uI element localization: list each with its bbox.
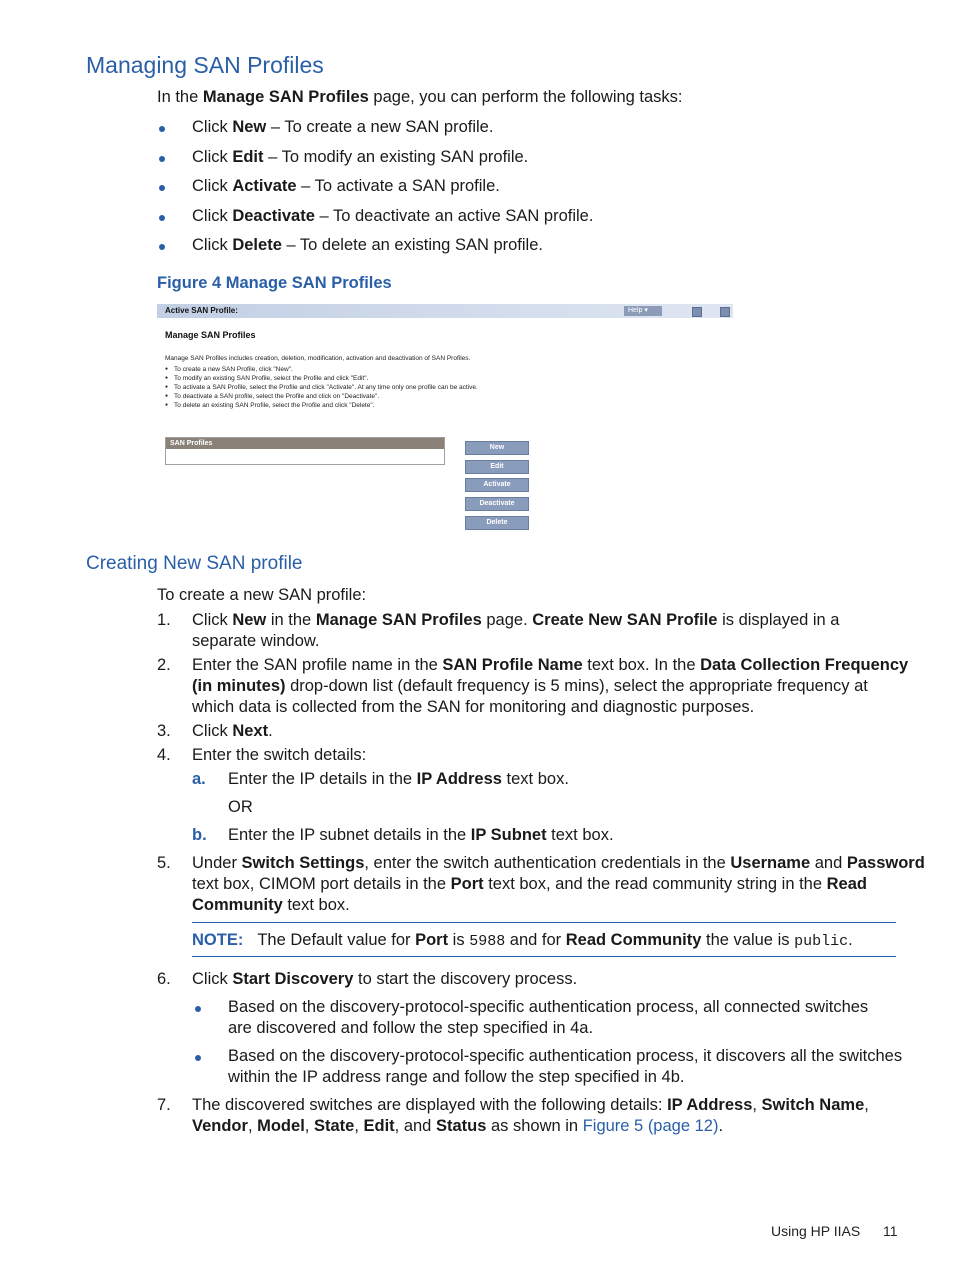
step-4: Enter the switch details: xyxy=(192,746,367,764)
list-item: Click New – To create a new SAN profile. xyxy=(192,118,494,136)
bullet-icon xyxy=(159,185,165,191)
list-item: ● To create a new SAN Profile, click "New". xyxy=(165,365,478,374)
step-number: 1. xyxy=(157,611,171,629)
bullet-icon xyxy=(159,244,165,250)
step-6: Click Start Discovery to start the discovery process. xyxy=(192,970,578,988)
bullet-icon xyxy=(159,215,165,221)
list-item: Click Activate – To activate a SAN profile. xyxy=(192,177,500,195)
manage-san-profiles-screenshot xyxy=(157,304,733,536)
step-number: 7. xyxy=(157,1096,171,1114)
step-number: 3. xyxy=(157,722,171,740)
listbox-header: SAN Profiles xyxy=(166,438,444,449)
note-bottom-rule xyxy=(192,956,896,957)
section2-intro: To create a new SAN profile: xyxy=(157,586,367,604)
minimize-icon[interactable] xyxy=(720,307,730,317)
list-item: ● To activate a SAN Profile, select the Profile and click "Activate". At any time only one profile can be active. xyxy=(165,383,478,392)
title-bar xyxy=(157,304,733,318)
help-button[interactable]: Help ▾ xyxy=(624,306,662,316)
delete-button[interactable]: Delete xyxy=(465,516,529,530)
figure-5-link[interactable]: Figure 5 (page 12) xyxy=(582,1117,719,1135)
edit-button[interactable]: Edit xyxy=(465,460,529,474)
substep-a: Enter the IP details in the IP Address text box. xyxy=(228,770,569,788)
page-number: 11 xyxy=(883,1223,898,1239)
list-item: Based on the discovery-protocol-specific authentication process, it discovers all the switches within the IP address range and follow the step specified in 4b. xyxy=(228,1047,903,1086)
substep-label: b. xyxy=(192,826,207,844)
list-item: ● To delete an existing SAN Profile, select the Profile and click "Delete". xyxy=(165,401,478,410)
substep-b: Enter the IP subnet details in the IP Subnet text box. xyxy=(228,826,614,844)
section-title-managing: Managing SAN Profiles xyxy=(86,52,324,78)
san-profiles-listbox[interactable] xyxy=(165,437,445,465)
active-profile-label: Active SAN Profile: xyxy=(165,306,238,315)
refresh-icon[interactable] xyxy=(692,307,702,317)
note: NOTE: The Default value for Port is 5988 and for Read Community the value is public. xyxy=(192,931,853,950)
section-title-creating: Creating New SAN profile xyxy=(86,553,303,574)
step-number: 2. xyxy=(157,656,171,674)
step-2: Enter the SAN profile name in the SAN Profile Name text box. In the Data Collection Frequency (in minutes) drop-down list (default frequency is 5 mins), select the appropriate frequency at which data is collected from the SAN for monitoring and diagnostic purposes. xyxy=(192,656,909,716)
bullet-icon xyxy=(159,126,165,132)
screenshot-intro: Manage SAN Profiles includes creation, deletion, modification, activation and deactivation of SAN Profiles. xyxy=(165,355,471,362)
step-number: 6. xyxy=(157,970,171,988)
list-item: Click Delete – To delete an existing SAN profile. xyxy=(192,236,543,254)
bullet-icon xyxy=(159,156,165,162)
step-1: Click New in the Manage SAN Profiles page. Create New SAN Profile is displayed in a separate window. xyxy=(192,611,840,650)
screenshot-heading: Manage SAN Profiles xyxy=(165,330,256,340)
list-item: Click Deactivate – To deactivate an active SAN profile. xyxy=(192,207,594,225)
list-item: Click Edit – To modify an existing SAN profile. xyxy=(192,148,529,166)
list-item: Based on the discovery-protocol-specific authentication process, all connected switches are discovered and follow the step specified in 4a. xyxy=(228,998,869,1037)
screenshot-instructions xyxy=(165,365,478,410)
step-7: The discovered switches are displayed with the following details: IP Address, Switch Name, Vendor, Model, State, Edit, and Status as shown in Figure 5 (page 12). xyxy=(192,1096,869,1135)
activate-button[interactable]: Activate xyxy=(465,478,529,492)
note-top-rule xyxy=(192,922,896,923)
or-text: OR xyxy=(228,798,253,816)
new-button[interactable]: New xyxy=(465,441,529,455)
bullet-icon xyxy=(195,1006,201,1012)
section-intro: In the Manage SAN Profiles page, you can perform the following tasks: xyxy=(157,88,683,106)
step-number: 4. xyxy=(157,746,171,764)
step-3: Click Next. xyxy=(192,722,273,740)
substep-label: a. xyxy=(192,770,206,788)
bullet-icon xyxy=(195,1055,201,1061)
footer-label: Using HP IIAS xyxy=(771,1223,861,1239)
step-5: Under Switch Settings, enter the switch authentication credentials in the Username and Password text box, CIMOM port details in the Port text box, and the read community string in the Read Community text box. xyxy=(192,854,925,914)
step-number: 5. xyxy=(157,854,171,872)
figure-caption: Figure 4 Manage SAN Profiles xyxy=(157,274,392,292)
deactivate-button[interactable]: Deactivate xyxy=(465,497,529,511)
list-item: ● To modify an existing SAN Profile, select the Profile and click "Edit". xyxy=(165,374,478,383)
list-item: ● To deactivate a SAN profile, select the Profile and click on "Deactivate". xyxy=(165,392,478,401)
